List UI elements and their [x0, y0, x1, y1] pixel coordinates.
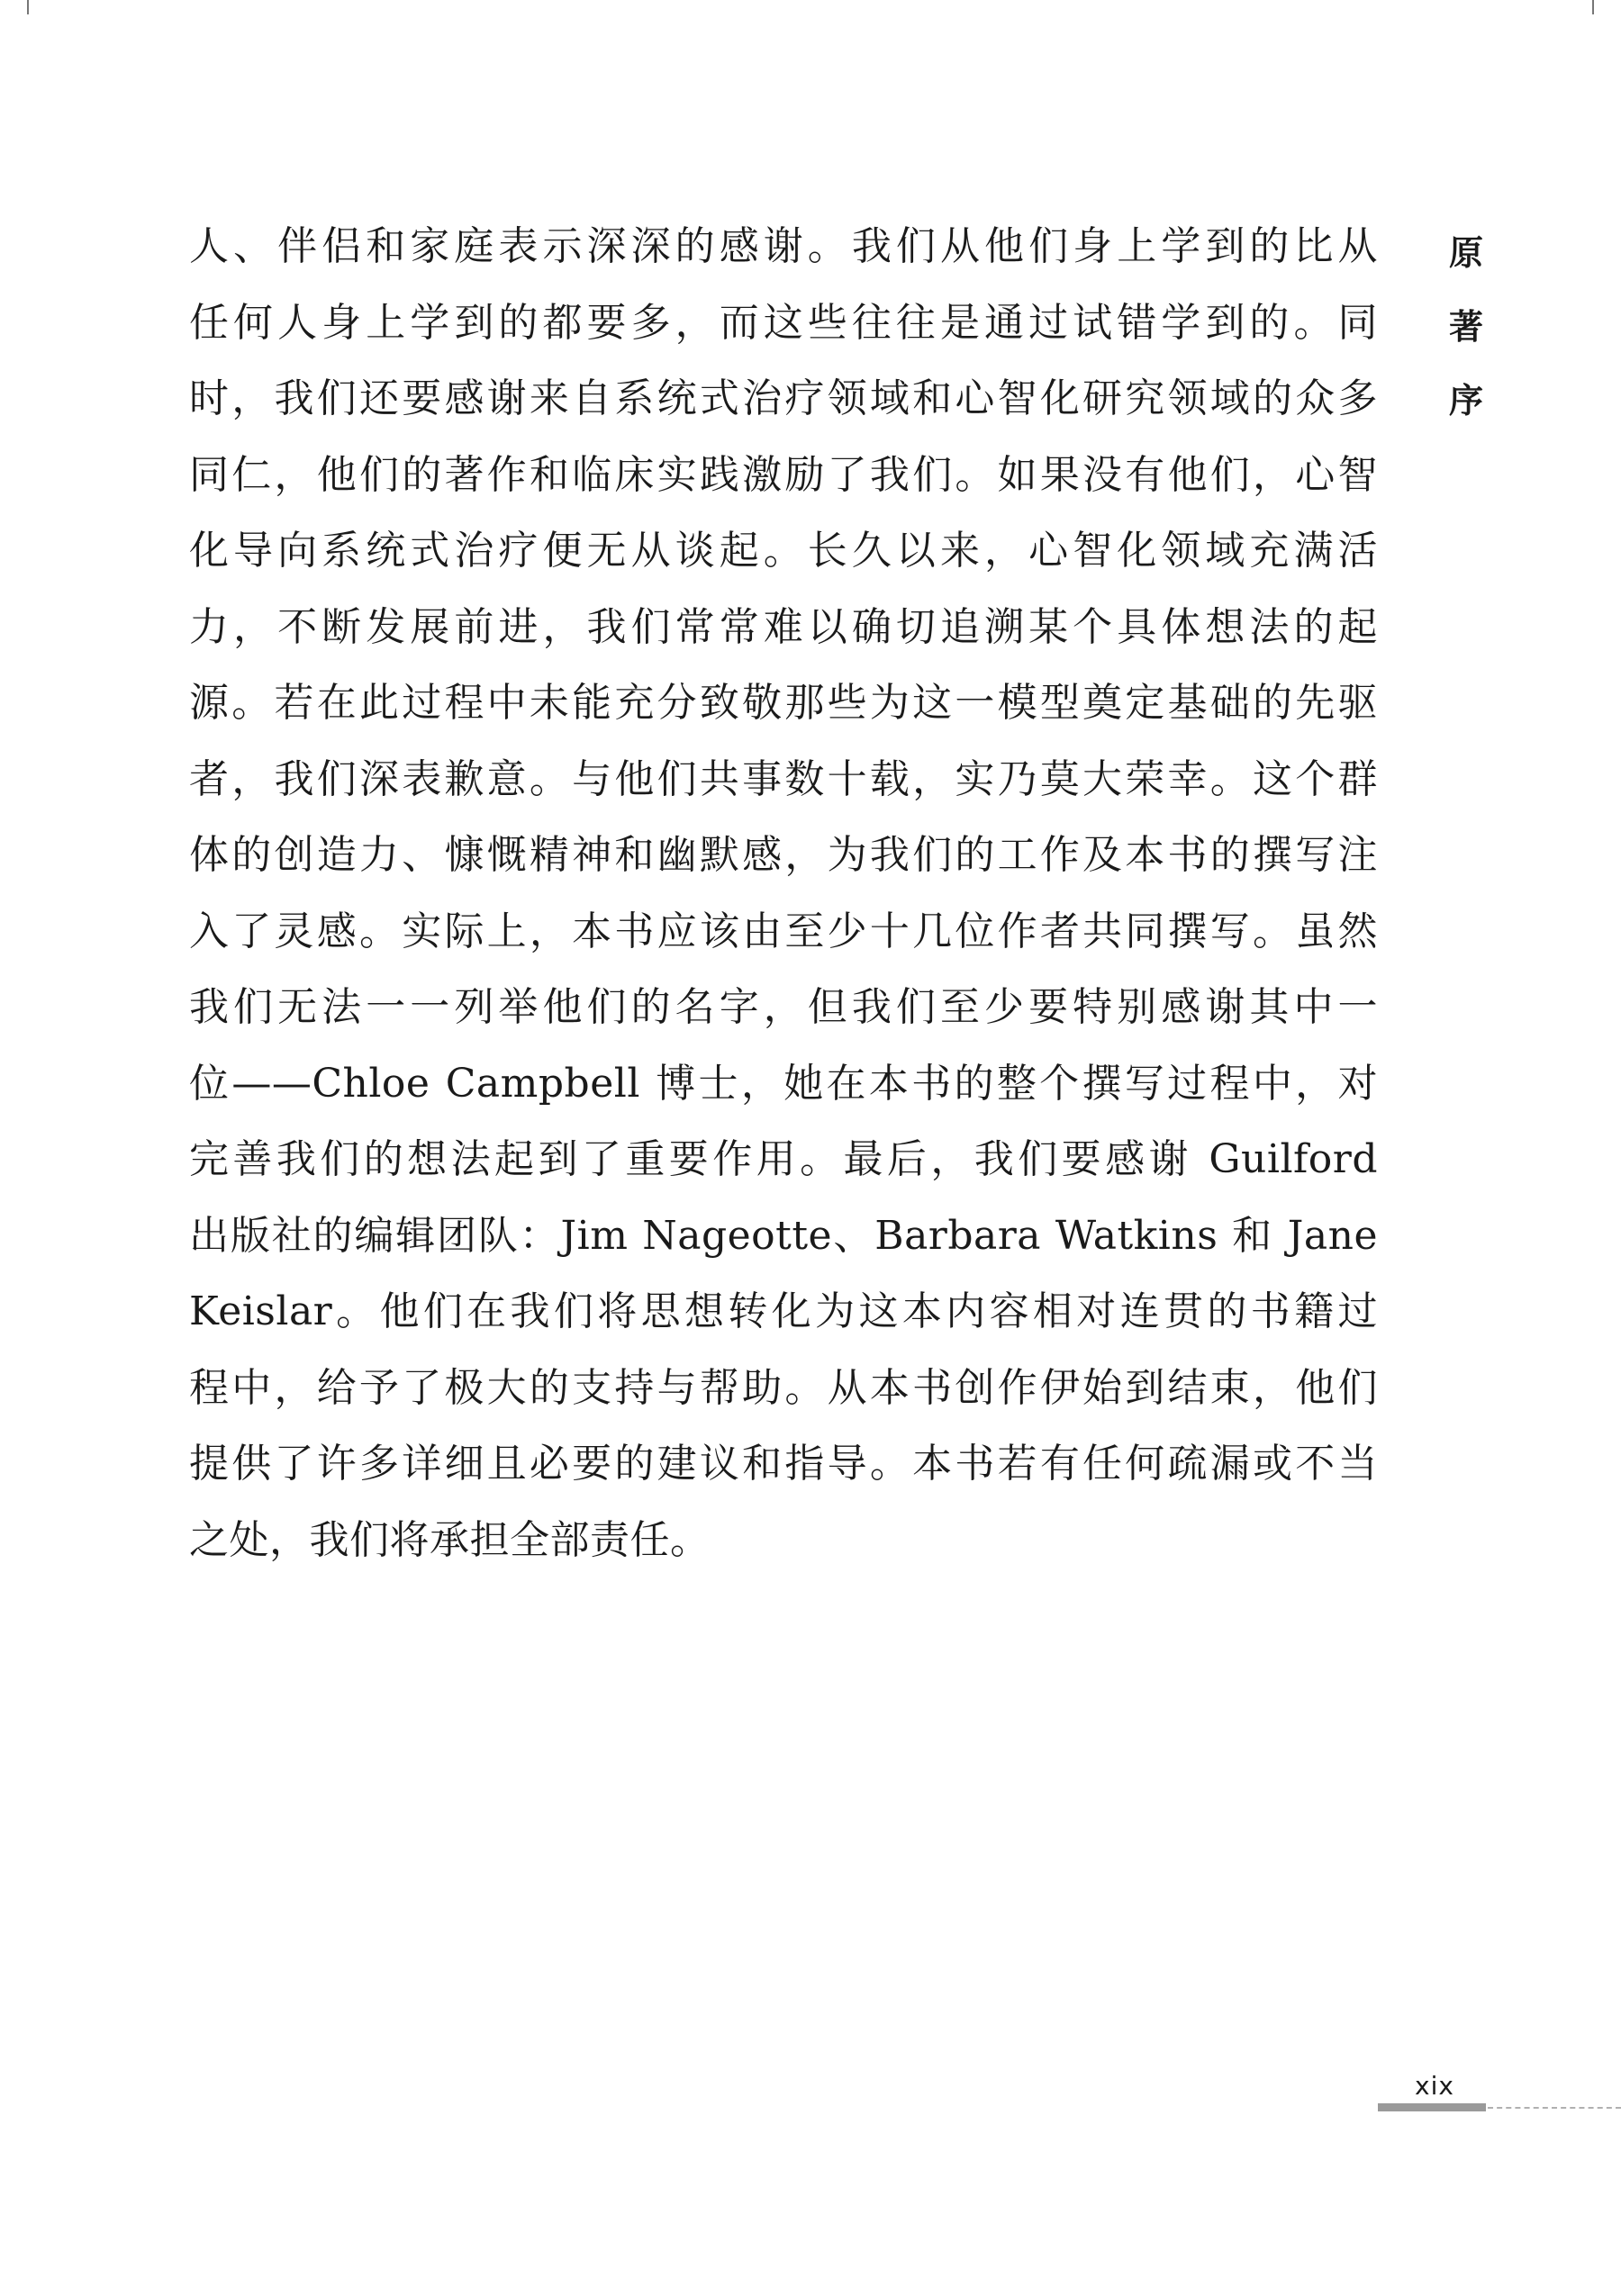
text-line: 时，我们还要感谢来自系统式治疗领域和心智化研究领域的众多 — [189, 375, 1378, 421]
text-line: 完善我们的想法起到了重要作用。最后，我们要感谢 Guilford — [189, 1136, 1378, 1182]
text-line: 位——Chloe Campbell 博士，她在本书的整个撰写过程中，对 — [189, 1060, 1378, 1107]
side-title-char: 序 — [1448, 381, 1483, 420]
text-line: 程中，给予了极大的支持与帮助。从本书创作伊始到结束，他们 — [189, 1364, 1378, 1411]
side-title-char: 著 — [1448, 307, 1483, 347]
text-line: 源。若在此过程中未能充分致敬那些为这一模型奠定基础的先驱 — [189, 680, 1378, 726]
section-side-title — [1443, 216, 1490, 438]
side-title-char: 原 — [1448, 233, 1483, 273]
text-line: 入了灵感。实际上，本书应该由至少十几位作者共同撰写。虽然 — [189, 908, 1378, 954]
text-line: 出版社的编辑团队：Jim Nageotte、Barbara Watkins 和 Jane — [189, 1212, 1378, 1259]
footer-bar — [1378, 2103, 1486, 2111]
text-line: Keislar。他们在我们将思想转化为这本内容相对连贯的书籍过 — [189, 1288, 1378, 1334]
text-line: 化导向系统式治疗便无从谈起。长久以来，心智化领域充满活 — [189, 528, 1378, 574]
page-number: xix — [1415, 2071, 1454, 2101]
text-line: 者，我们深表歉意。与他们共事数十载，实乃莫大荣幸。这个群 — [189, 755, 1378, 802]
crop-mark-right — [1592, 0, 1594, 14]
text-line: 我们无法一一列举他们的名字，但我们至少要特别感谢其中一 — [189, 984, 1378, 1030]
text-line: 体的创造力、慷慨精神和幽默感，为我们的工作及本书的撰写注 — [189, 832, 1378, 878]
body-text — [189, 209, 1378, 1578]
text-line: 之处，我们将承担全部责任。 — [189, 1516, 711, 1563]
text-line: 任何人身上学到的都要多，而这些往往是通过试错学到的。同 — [189, 299, 1378, 346]
text-line: 力，不断发展前进，我们常常难以确切追溯某个具体想法的起 — [189, 603, 1378, 650]
footer-dashed-rule — [1488, 2107, 1621, 2109]
text-line: 提供了许多详细且必要的建议和指导。本书若有任何疏漏或不当 — [189, 1441, 1378, 1487]
crop-mark-left — [27, 0, 29, 14]
text-line: 人、伴侣和家庭表示深深的感谢。我们从他们身上学到的比从 — [189, 223, 1378, 269]
text-line: 同仁，他们的著作和临床实践激励了我们。如果没有他们，心智 — [189, 451, 1378, 498]
